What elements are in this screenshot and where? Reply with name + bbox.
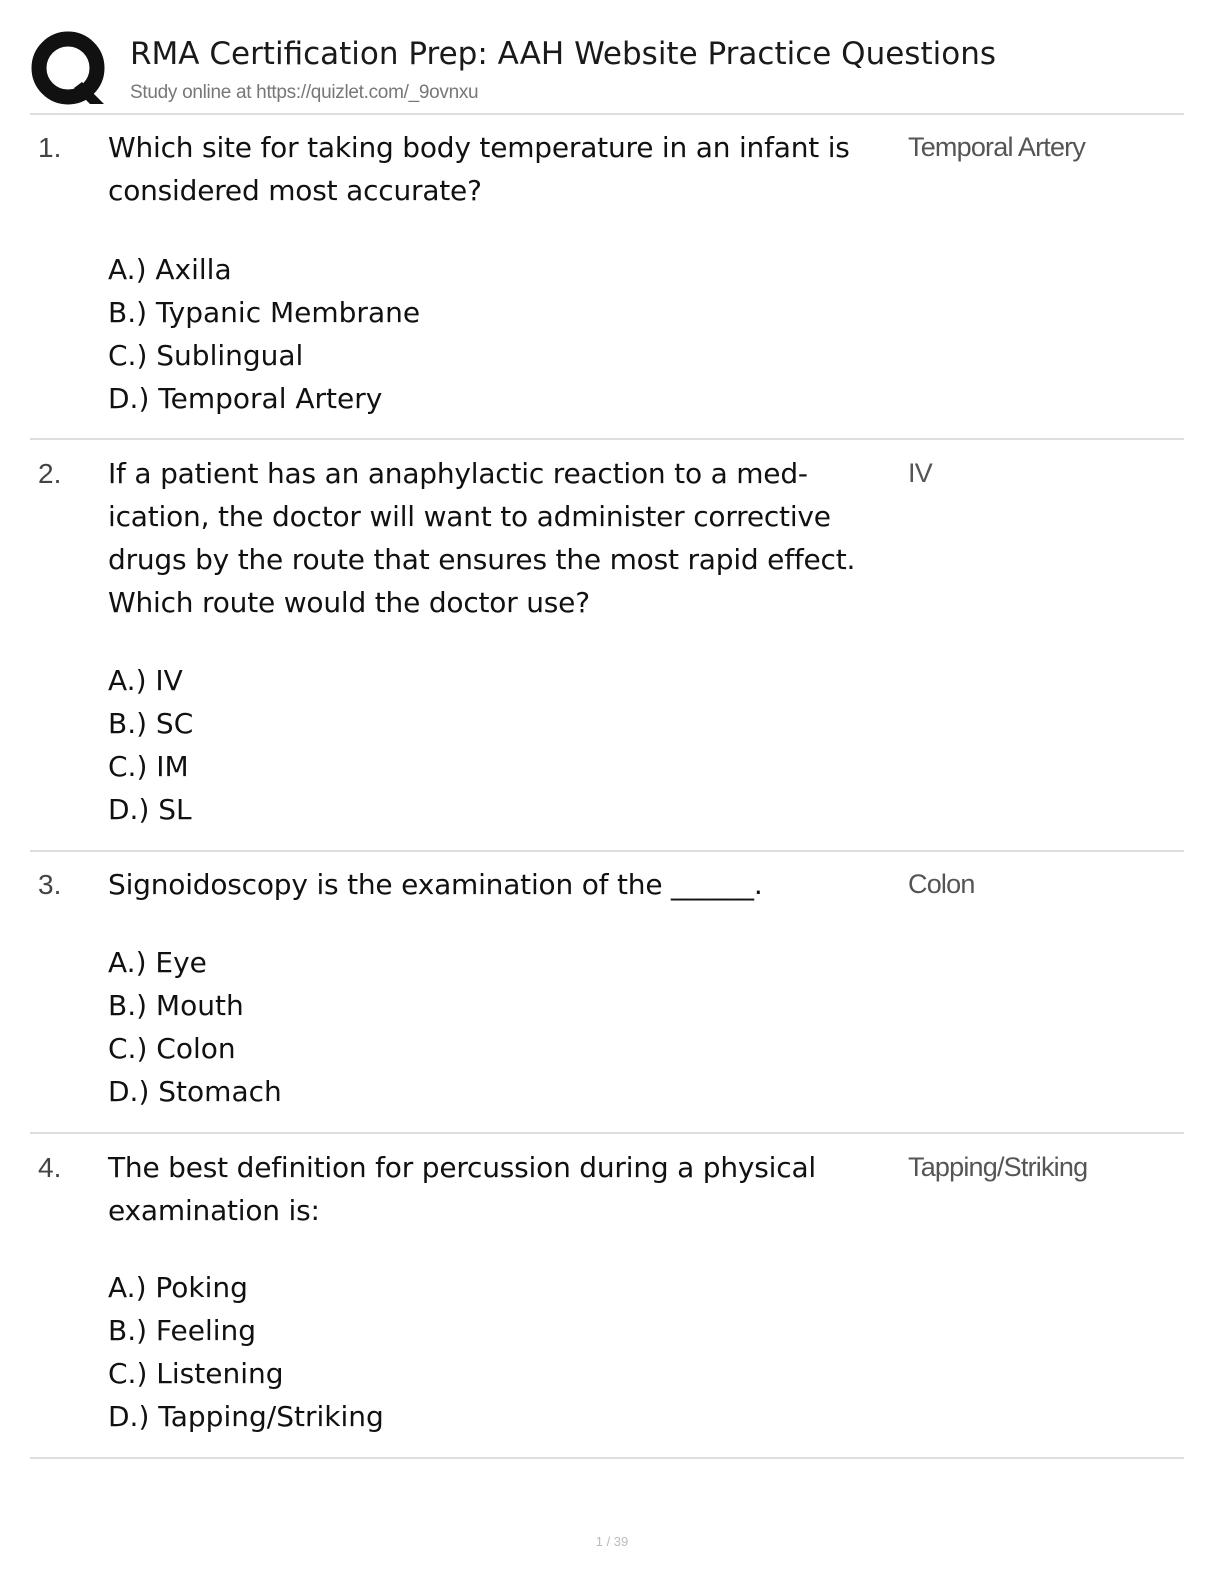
document-title: RMA Certification Prep: AAH Website Practice Questions: [130, 36, 996, 72]
question-divider: [30, 850, 1184, 852]
page-header: [30, 28, 1184, 114]
correct-answer: Temporal Artery: [908, 132, 1086, 162]
option-b: B.) Typanic Membrane: [108, 296, 421, 329]
option-d: D.) SL: [108, 793, 192, 826]
option-c: C.) Colon: [108, 1032, 236, 1065]
quizlet-q-logo-icon: [30, 30, 110, 106]
answer-options: [108, 248, 420, 420]
header-divider: [30, 113, 1184, 115]
question-text: Signoidoscopy is the examination of the ______.: [108, 868, 763, 901]
option-a: A.) Eye: [108, 946, 207, 979]
correct-answer: Colon: [908, 869, 975, 899]
option-d: D.) Stomach: [108, 1075, 282, 1108]
option-a: A.) IV: [108, 664, 183, 697]
correct-answer: Tapping/Striking: [908, 1152, 1088, 1182]
option-d: D.) Tapping/Striking: [108, 1400, 384, 1433]
answer-options: [108, 941, 282, 1113]
question-divider: [30, 438, 1184, 440]
option-a: A.) Axilla: [108, 253, 232, 286]
study-online-link-text[interactable]: Study online at https://quizlet.com/_9ovnxu: [130, 82, 479, 103]
question-number: 1.: [38, 132, 62, 163]
option-a: A.) Poking: [108, 1271, 248, 1304]
question-text: The best definition for percussion during a physical examination is:: [108, 1151, 816, 1227]
question-divider: [30, 1457, 1184, 1459]
question-number: 2.: [38, 458, 62, 489]
question-text: If a patient has an anaphylactic reaction to a med- ication, the doctor will want to administer corrective drugs by the route that ensures the most rapid effect. Which route would the doctor use?: [108, 457, 856, 619]
option-d: D.) Temporal Artery: [108, 382, 383, 415]
page-number: 1 / 39: [595, 1534, 629, 1549]
answer-options: [108, 1266, 384, 1438]
option-c: C.) Sublingual: [108, 339, 304, 372]
answer-options: [108, 659, 193, 831]
question-number: 4.: [38, 1152, 62, 1183]
question-number: 3.: [38, 869, 62, 900]
option-b: B.) Feeling: [108, 1314, 257, 1347]
option-b: B.) Mouth: [108, 989, 244, 1022]
question-divider: [30, 1132, 1184, 1134]
question-text: Which site for taking body temperature in an infant is considered most accurate?: [108, 131, 850, 207]
option-c: C.) Listening: [108, 1357, 284, 1390]
option-b: B.) SC: [108, 707, 194, 740]
option-c: C.) IM: [108, 750, 189, 783]
correct-answer: IV: [908, 458, 932, 488]
